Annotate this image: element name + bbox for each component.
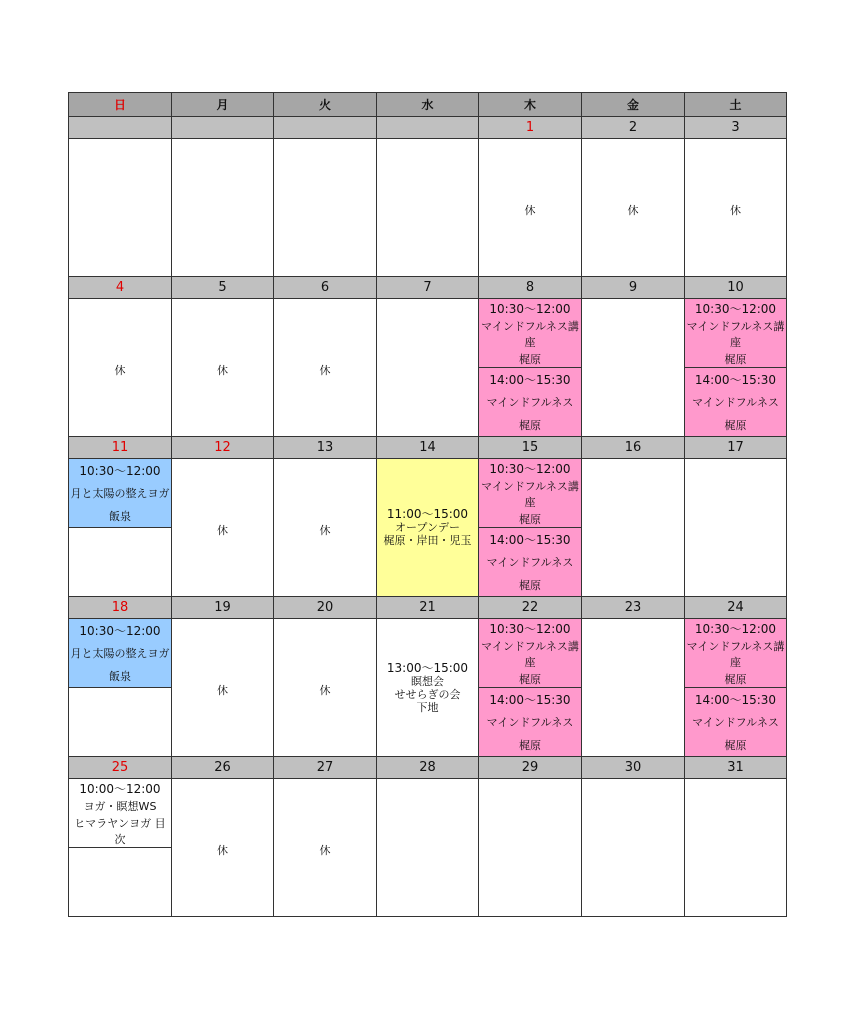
day-cell-event [376,618,479,757]
day-cell-closed [684,138,787,277]
day-cell-closed [273,778,377,917]
event-host: 飯泉 [109,669,131,683]
day-cell-closed [478,138,582,277]
day-cell [581,778,685,917]
event-time: 14:00～15:30 [489,533,571,548]
date-number: 24 [684,596,787,619]
event-time: 10:30～12:00 [79,464,161,479]
event-title: マインドフルネス講座 [481,639,579,669]
event-slot [684,687,787,757]
event-slot [68,618,172,688]
event-line: 瞑想会 [411,674,444,688]
event-host: 梶原 [519,738,541,752]
closed-label: 休 [217,683,228,697]
closed-label: 休 [114,363,126,377]
date-number: 8 [478,276,582,299]
day-cell [581,618,685,757]
event-time: 14:00～15:30 [694,373,777,388]
event-host: 梶原 [519,512,541,526]
event-slot [478,687,582,757]
event-time: 10:30～12:00 [694,621,777,636]
day-cell-closed [273,298,377,437]
event-title: マインドフルネス講座 [481,319,579,349]
day-cell [376,138,479,277]
event-host: 梶原 [519,418,541,432]
event-host: 梶原 [724,418,747,432]
date-number [68,116,172,139]
day-cell-closed [171,458,274,597]
event-line: 下地 [416,700,439,714]
event-host: 梶原 [724,738,747,752]
date-number: 14 [376,436,479,459]
closed-label: 休 [319,843,331,857]
day-cell-closed [171,778,274,917]
date-number: 29 [478,756,582,779]
day-cell [581,298,685,437]
event-host: 飯泉 [109,509,131,523]
date-number: 22 [478,596,582,619]
weekday-header: 日 [68,92,172,117]
date-number [273,116,377,139]
event-slot [478,298,582,368]
event-title: マインドフルネス [692,396,779,410]
date-number: 26 [171,756,274,779]
weekday-header: 火 [273,92,377,117]
date-number: 20 [273,596,377,619]
event-time: 10:30～12:00 [489,621,571,636]
date-number: 11 [68,436,172,459]
day-cell [684,458,787,597]
event-title: 月と太陽の整えヨガ [70,487,170,501]
date-number: 28 [376,756,479,779]
weekday-header: 土 [684,92,787,117]
date-number [376,116,479,139]
date-number: 19 [171,596,274,619]
weekday-header: 月 [171,92,274,117]
event-title: マインドフルネス講座 [686,319,785,349]
event-line: オープンデー [394,521,460,534]
event-line: 梶原・岸田・児玉 [383,534,472,547]
event-time: 13:00～15:00 [386,660,469,675]
event-host: 梶原 [724,672,747,686]
event-host: 梶原 [724,352,747,366]
day-cell-closed [273,458,377,597]
event-title: マインドフルネス講座 [481,479,579,509]
event-time: 10:30～12:00 [79,624,161,639]
closed-label: 休 [319,523,331,537]
day-cell [376,778,479,917]
date-number: 1 [478,116,582,139]
day-cell-closed [171,618,274,757]
date-number: 9 [581,276,685,299]
event-host: 梶原 [519,352,541,366]
date-number: 30 [581,756,685,779]
closed-label: 休 [217,843,228,857]
event-time: 14:00～15:30 [694,693,777,708]
closed-label: 休 [217,523,228,537]
date-number: 7 [376,276,479,299]
event-slot [478,527,582,597]
event-slot [684,367,787,437]
event-host: 梶原 [519,578,541,592]
day-cell-closed [581,138,685,277]
event-title: マインドフルネス [486,396,574,410]
event-slot [684,298,787,368]
event-line: せせらぎの会 [394,687,461,701]
date-number [171,116,274,139]
closed-label: 休 [319,363,331,377]
event-time: 10:00～12:00 [79,781,161,796]
closed-label: 休 [627,203,639,217]
event-title: マインドフルネス [486,716,574,730]
date-number: 4 [68,276,172,299]
event-title: マインドフルネス講座 [686,639,785,669]
date-number: 12 [171,436,274,459]
closed-label: 休 [217,363,228,377]
day-cell-closed [273,618,377,757]
event-host: 梶原 [519,672,541,686]
event-slot [478,367,582,437]
event-time: 10:30～12:00 [489,301,571,316]
day-cell [684,778,787,917]
day-cell [581,458,685,597]
event-time: 14:00～15:30 [489,373,571,388]
date-number: 18 [68,596,172,619]
date-number: 27 [273,756,377,779]
weekday-header: 金 [581,92,685,117]
event-title: マインドフルネス [486,556,574,570]
closed-label: 休 [730,203,741,217]
date-number: 31 [684,756,787,779]
weekday-header: 木 [478,92,582,117]
day-cell-closed [68,298,172,437]
weekday-header: 水 [376,92,479,117]
day-cell-event [376,458,479,597]
date-number: 23 [581,596,685,619]
date-number: 21 [376,596,479,619]
closed-label: 休 [524,203,536,217]
event-title: マインドフルネス [692,716,779,730]
date-number: 3 [684,116,787,139]
day-cell [273,138,377,277]
day-cell-closed [171,298,274,437]
event-slot [478,458,582,528]
date-number: 15 [478,436,582,459]
event-slot [478,618,582,688]
date-number: 5 [171,276,274,299]
date-number: 13 [273,436,377,459]
date-number: 16 [581,436,685,459]
event-time: 11:00～15:00 [386,507,469,521]
day-cell [376,298,479,437]
day-cell [171,138,274,277]
date-number: 25 [68,756,172,779]
date-number: 6 [273,276,377,299]
event-host: ヒマラヤンヨガ 目次 [74,816,166,846]
event-title: 月と太陽の整えヨガ [70,647,170,661]
event-time: 10:30～12:00 [489,461,571,476]
event-slot [68,778,172,848]
day-cell [68,138,172,277]
closed-label: 休 [319,683,331,697]
date-number: 10 [684,276,787,299]
date-number: 17 [684,436,787,459]
day-cell [478,778,582,917]
event-slot [684,618,787,688]
date-number: 2 [581,116,685,139]
event-time: 14:00～15:30 [489,693,571,708]
event-title: ヨガ・瞑想WS [83,799,157,813]
event-time: 10:30～12:00 [694,301,777,316]
event-slot [68,458,172,528]
